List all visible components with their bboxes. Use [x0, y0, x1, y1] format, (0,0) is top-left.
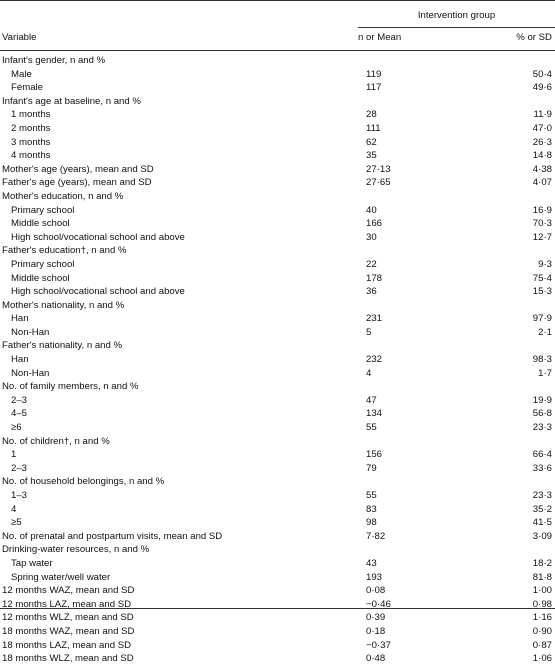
row-pct-value: 3·09	[532, 530, 552, 542]
row-n-value: 0·39	[366, 612, 386, 624]
row-pct-value: 0·98	[532, 598, 552, 610]
table-row	[0, 557, 555, 571]
row-pct-value: 4·38	[532, 163, 552, 175]
header-rule	[0, 50, 555, 51]
row-n-value: 22	[366, 258, 377, 270]
row-label: 2–3	[11, 394, 28, 406]
row-pct-value: 66·4	[532, 449, 552, 461]
table-row	[0, 367, 555, 381]
row-n-value: 55	[366, 422, 377, 434]
table-row	[0, 584, 555, 598]
table-row	[0, 462, 555, 476]
row-label: High school/vocational school and above	[11, 286, 185, 298]
row-pct-value: 1·7	[538, 367, 552, 379]
row-label: Han	[11, 354, 29, 366]
row-n-value: −0·46	[366, 598, 391, 610]
row-label: 4 months	[11, 150, 51, 162]
column-header-n-or-mean: n or Mean	[358, 32, 402, 43]
row-n-value: 98	[366, 517, 377, 529]
row-n-value: 0·18	[366, 625, 386, 637]
table-body	[0, 54, 555, 666]
row-label: 2–3	[11, 462, 28, 474]
row-n-value: 43	[366, 557, 377, 569]
group-underline	[358, 27, 555, 28]
row-pct-value: 2·1	[538, 326, 552, 338]
row-n-value: 178	[366, 272, 383, 284]
row-n-value: 27·13	[366, 163, 391, 175]
table-row	[0, 68, 555, 82]
row-pct-value: 81·8	[532, 571, 552, 583]
table-row	[0, 81, 555, 95]
row-pct-value: 23·3	[532, 422, 552, 434]
row-label: Infant's gender, n and %	[2, 55, 106, 66]
row-label: Infant's age at baseline, n and %	[2, 95, 141, 107]
row-n-value: 28	[366, 109, 377, 121]
table-row	[0, 244, 555, 258]
row-n-value: 0·48	[366, 653, 386, 665]
table-row	[0, 639, 555, 653]
table-row	[0, 475, 555, 489]
row-n-value: 111	[366, 122, 381, 134]
bottom-rule	[0, 608, 555, 609]
row-label: ≥6	[11, 422, 22, 434]
row-label: 12 months LAZ, mean and SD	[2, 598, 132, 610]
table-row	[0, 285, 555, 299]
row-pct-value: 1·16	[532, 612, 552, 624]
row-label: Mother's nationality, n and %	[2, 299, 125, 311]
row-pct-value: 35·2	[532, 503, 552, 515]
row-n-value: 156	[366, 449, 383, 461]
row-label: Primary school	[11, 204, 75, 216]
table-row	[0, 530, 555, 544]
row-label: Male	[11, 68, 32, 80]
row-n-value: 30	[366, 231, 377, 243]
row-label: 12 months WLZ, mean and SD	[2, 612, 134, 624]
row-label: Mother's education, n and %	[2, 190, 124, 202]
row-pct-value: 15·3	[532, 286, 552, 298]
row-label: 12 months WAZ, mean and SD	[2, 585, 135, 597]
row-label: Non-Han	[11, 326, 50, 338]
row-label: No. of household belongings, n and %	[2, 476, 165, 488]
row-pct-value: 4·07	[532, 177, 552, 189]
table-row	[0, 448, 555, 462]
row-pct-value: 47·0	[532, 122, 552, 134]
table-row	[0, 312, 555, 326]
row-pct-value: 9·3	[538, 258, 552, 270]
row-pct-value: 1·06	[532, 653, 552, 665]
row-n-value: 79	[366, 462, 377, 474]
table-row	[0, 625, 555, 639]
row-pct-value: 33·6	[532, 462, 552, 474]
row-n-value: 231	[366, 313, 383, 325]
row-label: No. of family members, n and %	[2, 381, 139, 393]
row-n-value: 62	[366, 136, 377, 148]
table-row	[0, 163, 555, 177]
row-pct-value: 70·3	[532, 218, 552, 230]
row-n-value: 35	[366, 150, 377, 162]
table-row	[0, 272, 555, 286]
table-row	[0, 122, 555, 136]
row-n-value: 134	[366, 408, 383, 420]
row-label: Father's age (years), mean and SD	[2, 177, 152, 189]
group-header: Intervention group	[417, 10, 496, 21]
table-row	[0, 339, 555, 353]
row-label: Middle school	[11, 272, 70, 284]
row-pct-value: 11·9	[533, 109, 552, 121]
row-n-value: 83	[366, 503, 377, 515]
table-row	[0, 108, 555, 122]
row-pct-value: 1·00	[532, 585, 552, 597]
row-pct-value: 49·6	[532, 82, 552, 94]
row-label: Primary school	[11, 258, 75, 270]
row-n-value: 193	[366, 571, 383, 583]
row-label: 18 months LAZ, mean and SD	[2, 639, 132, 651]
table-row	[0, 503, 555, 517]
row-n-value: 40	[366, 204, 377, 216]
row-n-value: 166	[366, 218, 383, 230]
table-row	[0, 394, 555, 408]
row-pct-value: 14·8	[532, 150, 552, 162]
row-n-value: 117	[366, 82, 382, 94]
table-row	[0, 421, 555, 435]
table-row	[0, 543, 555, 557]
row-pct-value: 16·9	[532, 204, 552, 216]
row-pct-value: 0·90	[532, 625, 552, 637]
table-row	[0, 571, 555, 585]
table-row	[0, 299, 555, 313]
row-label: Drinking-water resources, n and %	[2, 544, 150, 556]
row-pct-value: 0·87	[532, 639, 552, 651]
row-label: ≥5	[11, 517, 22, 529]
row-label: Spring water/well water	[11, 571, 111, 583]
column-header-pct-or-sd: % or SD	[516, 32, 552, 43]
table-row	[0, 407, 555, 421]
row-pct-value: 56·8	[532, 408, 552, 420]
table-row	[0, 353, 555, 367]
row-n-value: 27·65	[366, 177, 391, 189]
row-label: No. of children†, n and %	[2, 435, 110, 447]
row-n-value: −0·37	[366, 639, 391, 651]
row-label: 4	[11, 503, 17, 515]
table-row	[0, 54, 555, 68]
row-pct-value: 19·9	[532, 394, 552, 406]
row-pct-value: 98·3	[532, 354, 552, 366]
row-pct-value: 41·5	[532, 517, 552, 529]
table-row	[0, 435, 555, 449]
row-label: Tap water	[11, 557, 53, 569]
row-label: 1	[11, 449, 17, 461]
row-pct-value: 18·2	[532, 557, 552, 569]
table-row	[0, 231, 555, 245]
row-n-value: 7·82	[366, 530, 386, 542]
row-label: 1–3	[11, 490, 28, 501]
top-rule	[0, 0, 555, 1]
row-label: Female	[11, 82, 43, 94]
row-pct-value: 26·3	[532, 136, 552, 148]
row-n-value: 36	[366, 286, 377, 298]
table-row	[0, 598, 555, 612]
row-label: No. of prenatal and postpartum visits, mean and SD	[2, 530, 223, 542]
row-label: Mother's age (years), mean and SD	[2, 163, 154, 175]
row-label: Han	[11, 313, 29, 325]
row-n-value: 47	[366, 394, 377, 406]
row-n-value: 4	[366, 367, 372, 379]
table-row	[0, 136, 555, 150]
row-label: 3 months	[11, 136, 51, 148]
row-label: 1 months	[11, 109, 51, 121]
row-pct-value: 75·4	[532, 272, 552, 284]
table-row	[0, 652, 555, 666]
table-row	[0, 217, 555, 231]
row-label: Middle school	[11, 218, 70, 230]
row-label: 18 months WAZ, mean and SD	[2, 625, 135, 637]
table-row	[0, 326, 555, 340]
table-row	[0, 516, 555, 530]
table-row	[0, 611, 555, 625]
row-pct-value: 97·9	[532, 313, 552, 325]
table-row	[0, 95, 555, 109]
table-row	[0, 176, 555, 190]
row-n-value: 232	[366, 354, 383, 366]
table-row	[0, 149, 555, 163]
column-header-variable: Variable	[2, 32, 37, 43]
row-label: Father's education†, n and %	[2, 245, 127, 257]
row-n-value: 119	[366, 68, 382, 80]
row-pct-value: 50·4	[532, 68, 552, 80]
row-pct-value: 12·7	[532, 231, 552, 243]
row-n-value: 0·08	[366, 585, 386, 597]
table-row	[0, 190, 555, 204]
row-n-value: 5	[366, 326, 372, 338]
row-label: Father's nationality, n and %	[2, 340, 123, 352]
row-label: 2 months	[11, 122, 51, 134]
row-label: 18 months WLZ, mean and SD	[2, 653, 134, 665]
table-row	[0, 489, 555, 503]
row-label: 4–5	[11, 408, 28, 420]
table-row	[0, 380, 555, 394]
table-row	[0, 258, 555, 272]
row-pct-value: 23·3	[532, 490, 552, 501]
row-n-value: 55	[366, 490, 377, 501]
table-row	[0, 204, 555, 218]
row-label: Non-Han	[11, 367, 50, 379]
row-label: High school/vocational school and above	[11, 231, 185, 243]
